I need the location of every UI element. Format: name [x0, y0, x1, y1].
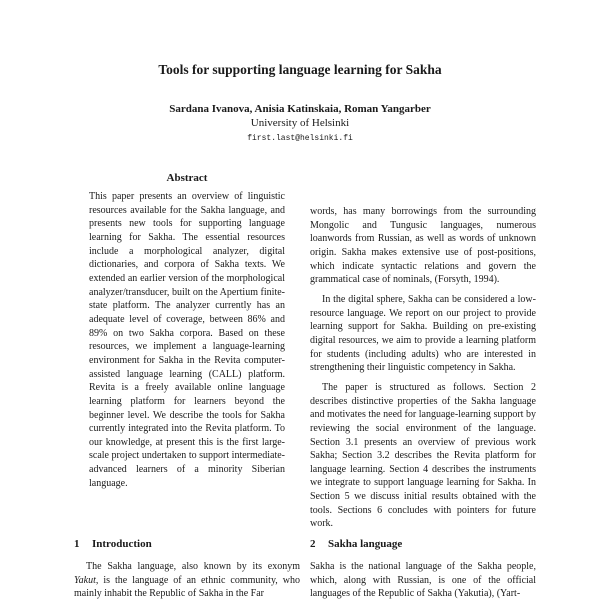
intro-exonym: Yakut: [74, 574, 96, 586]
right-column: [310, 205, 536, 531]
abstract-heading: Abstract: [166, 172, 208, 184]
section-1-title: Introduction: [92, 538, 152, 550]
section-1-paragraph: [74, 560, 300, 601]
section-1-number: 1: [74, 538, 80, 550]
abstract-body: [89, 190, 285, 490]
right-paragraph-3: The paper is structured as follows. Section 2 describes distinctive properties of the Sakha language and motivates the need for language-learning support by reviewing the social environment of the language. Section 3.1 presents an overview of previous work Sakha; Section 3.2 describes the Revita platform for language learning. Section 4 describes the instruments we integrate to support language learning for Sakha. In Section 5 we discuss initial results obtained with the tools. Sections 6 concludes with pointers for future work.: [310, 381, 536, 530]
right-paragraph-1: words, has many borrowings from the surrounding Mongolic and Tungusic languages, numerous loanwords from Russian, as well as words of unknown origin. Sakha makes extensive use of post-positions, which indicate syntactic relations and govern the grammatical case of nominals, (Forsyth, 1994).: [310, 206, 536, 286]
section-2-paragraph: Sakha is the national language of the Sakha people, which, along with Russian, is one of the official languages of the Republic of Sakha (Yakutia), (Yart-: [310, 561, 536, 600]
section-1-body: [74, 560, 300, 601]
section-1-heading: [74, 538, 152, 550]
section-2-number: 2: [310, 538, 316, 550]
abstract-text: This paper presents an overview of linguistic resources available for the Sakha language, and presents new tools for supporting language learning for Sakha. The essential resources include a morphological analyzer, digital dictionaries, and corpora of Sakha texts. We extended an earlier version of the morphological analyzer/transducer, built on the Apertium finite-state platform. The analyzer currently has an adequate level of coverage, between 86% and 89% on two Sakha corpora. Based on these resources, we implement a language-learning environment for Sakha in the Revita computer-assisted language learning (CALL) platform. Revita is a freely available online language learning platform for learners beyond the beginner level. We describe the tools for Sakha currently integrated into the Revita platform. To our knowledge, at present this is the first large-scale project undertaken to support intermediate-advanced learners of a minority Siberian language.: [89, 191, 285, 489]
author-email: first.last@helsinki.fi: [247, 134, 353, 143]
paper-title: Tools for supporting language learning for Sakha: [158, 62, 442, 77]
intro-text-after: , is the language of an ethnic community, who mainly inhabit the Republic of Sakha in the Far: [74, 574, 300, 600]
paper-authors: Sardana Ivanova, Anisia Katinskaia, Roman Yangarber: [169, 103, 431, 115]
section-2-title: Sakha language: [328, 538, 403, 550]
intro-text-before: The Sakha language, also known by its exonym: [86, 561, 300, 572]
affiliation: University of Helsinki: [250, 117, 350, 129]
section-2-body: [310, 560, 536, 601]
right-paragraph-2: In the digital sphere, Sakha can be considered a low-resource language. We report on our project to provide learning support for Sakha. Building on pre-existing digital resources, we aim to provide a learning platform for students (including adults) who are interested in strengthening their linguistic competency in Sakha.: [310, 293, 536, 374]
section-2-heading: [310, 538, 402, 550]
